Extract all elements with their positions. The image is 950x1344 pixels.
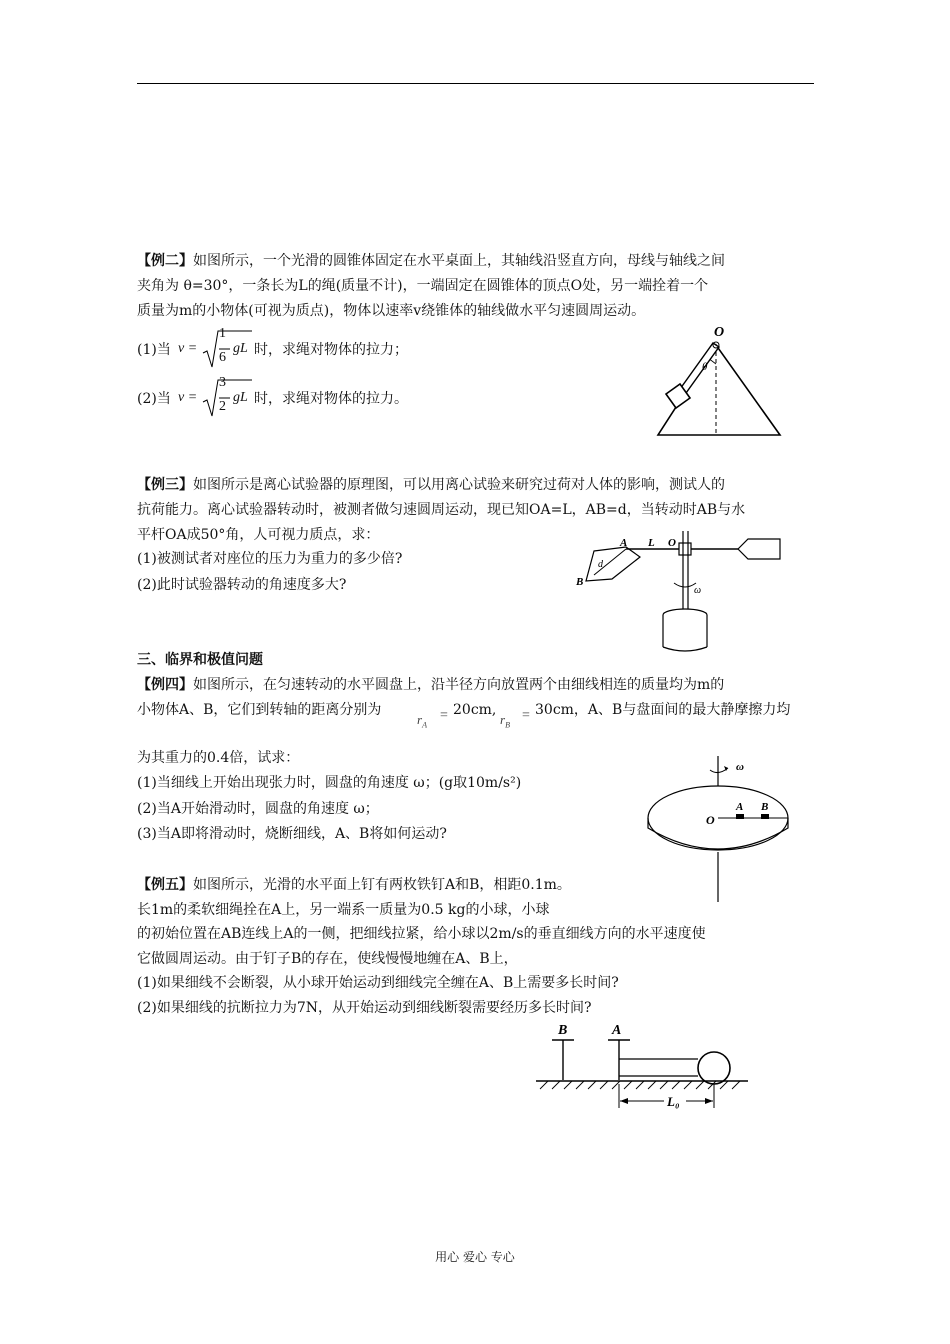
ex4-q1: (1)当细线上开始出现张力时，圆盘的角速度 ω；(g取10m/s²) [137, 775, 522, 791]
label-A: A [736, 801, 744, 813]
ex2-q1-suffix: 时，求绳对物体的拉力； [254, 342, 408, 358]
label-theta: θ [702, 361, 708, 373]
ex2-line3: 质量为m的小物体(可视为质点)，物体以速率v绕锥体的轴线做水平匀速圆周运动。 [137, 303, 646, 319]
ex2-line1 [137, 252, 725, 271]
base-body [663, 615, 707, 649]
ex2-q2-v: v = [178, 390, 198, 405]
ex4-eq1: = [440, 708, 448, 723]
ex3-tag: 【例三】 [137, 477, 193, 493]
label-omega: ω [736, 761, 744, 773]
ex4-q3: (3)当A即将滑动时，烧断细线，A、B将如何运动? [137, 826, 447, 842]
ex4-line2b: 30cm，A、B与盘面间的最大静摩擦力均 [535, 702, 791, 718]
ex5-line3: 的初始位置在AB连线上A的一侧，把细线拉紧，给小球以2m/s的垂直细线方向的水平速度使 [137, 926, 706, 942]
ex4-text1: 如图所示，在匀速转动的水平圆盘上，沿半径方向放置两个由细线相连的质量均为m的 [193, 677, 725, 693]
rotation-arrow [674, 583, 696, 587]
label-O: O [706, 813, 715, 827]
ball [698, 1052, 730, 1084]
ex2-q1-gL: gL [233, 341, 248, 356]
ex2-q1-den: 6 [219, 350, 226, 365]
ex4-eq2: = [522, 708, 530, 723]
ex5-line1 [137, 876, 571, 895]
ex2-q2-num: 3 [219, 375, 226, 390]
ex3-q2: (2)此时试验器转动的角速度多大? [137, 577, 347, 593]
label-O: O [668, 537, 676, 549]
counterweight [738, 539, 780, 559]
ex4-line3: 为其重力的0.4倍，试求： [137, 750, 300, 766]
hub [679, 543, 691, 555]
page-footer: 用心 爱心 专心 [435, 1250, 515, 1264]
ex2-q2-den: 2 [219, 399, 226, 414]
ex2-q2-gL: gL [233, 390, 248, 405]
ex5-q1: (1)如果细线不会断裂，从小球开始运动到细线完全缠在A、B上需要多长时间? [137, 975, 619, 991]
ex2-q2-prefix: (2)当 [137, 391, 171, 407]
nails-figure [536, 1018, 750, 1110]
ex3-q1: (1)被测试者对座位的压力为重力的多少倍? [137, 551, 403, 567]
label-O: O [714, 325, 725, 340]
ex4-q2: (2)当A开始滑动时，圆盘的角速度 ω； [137, 801, 379, 817]
ex5-line2: 长1m的柔软细绳拴在A上，另一端系一质量为0.5 kg的小球，小球 [137, 902, 550, 918]
ex5-q2: (2)如果细线的抗断拉力为7N，从开始运动到细线断裂需要经历多长时间? [137, 1000, 592, 1016]
label-A: A [620, 537, 628, 549]
block-B [761, 814, 769, 819]
ex2-text1: 如图所示，一个光滑的圆锥体固定在水平桌面上，其轴线沿竖直方向，母线与轴线之间 [193, 253, 725, 269]
ex3-line3: 平杆OA成50°角，人可视力质点，求： [137, 527, 380, 543]
block-A [736, 814, 744, 819]
label-B: B [761, 801, 769, 813]
label-A: A [612, 1023, 622, 1038]
label-L0: L₀ [667, 1094, 680, 1109]
label-d: d [598, 559, 603, 570]
label-omega: ω [694, 585, 702, 596]
label-B: B [576, 576, 584, 588]
disc-figure [640, 752, 810, 904]
ex4-rA: $r_A$ [417, 712, 427, 730]
ex5-tag: 【例五】 [137, 877, 193, 893]
seat [586, 547, 640, 581]
ex5-text1: 如图所示，光滑的水平面上钉有两枚铁钉A和B，相距0.1m。 [193, 877, 571, 893]
header-rule [137, 83, 814, 84]
ex2-q2-suffix: 时，求绳对物体的拉力。 [254, 391, 408, 407]
ex2-line2: 夹角为 θ=30°，一条长为L的绳(质量不计)，一端固定在圆锥体的顶点O处，另一端拴着一个 [137, 278, 709, 294]
label-L: L [648, 537, 655, 549]
label-B: B [558, 1023, 568, 1038]
ex5-line4: 它做圆周运动。由于钉子B的存在，使线慢慢地缠在A、B上， [137, 951, 518, 967]
centrifuge-figure [572, 527, 787, 655]
ex3-text1: 如图所示是离心试验器的原理图，可以用离心试验来研究过荷对人体的影响，测试人的 [193, 477, 725, 493]
ex4-tag: 【例四】 [137, 677, 193, 693]
ex2-q1-v: v = [178, 341, 198, 356]
ex4-rB: $r_B$ [500, 712, 510, 730]
ex3-line2: 抗荷能力。离心试验器转动时，被测者做匀速圆周运动，现已知OA=L，AB=d，当转动时AB与水 [137, 502, 746, 518]
ex4-line1 [137, 676, 724, 695]
cone-figure [650, 318, 790, 440]
ex2-q1-num: 1 [219, 326, 226, 341]
ex2-q1-prefix: (1)当 [137, 342, 171, 358]
ex4-val1: 20cm, [453, 702, 497, 718]
section3-title: 三、临界和极值问题 [137, 652, 263, 668]
ex4-line2a: 小物体A、B，它们到转轴的距离分别为 [137, 702, 382, 718]
ex2-tag: 【例二】 [137, 253, 193, 269]
ex3-line1 [137, 476, 725, 495]
